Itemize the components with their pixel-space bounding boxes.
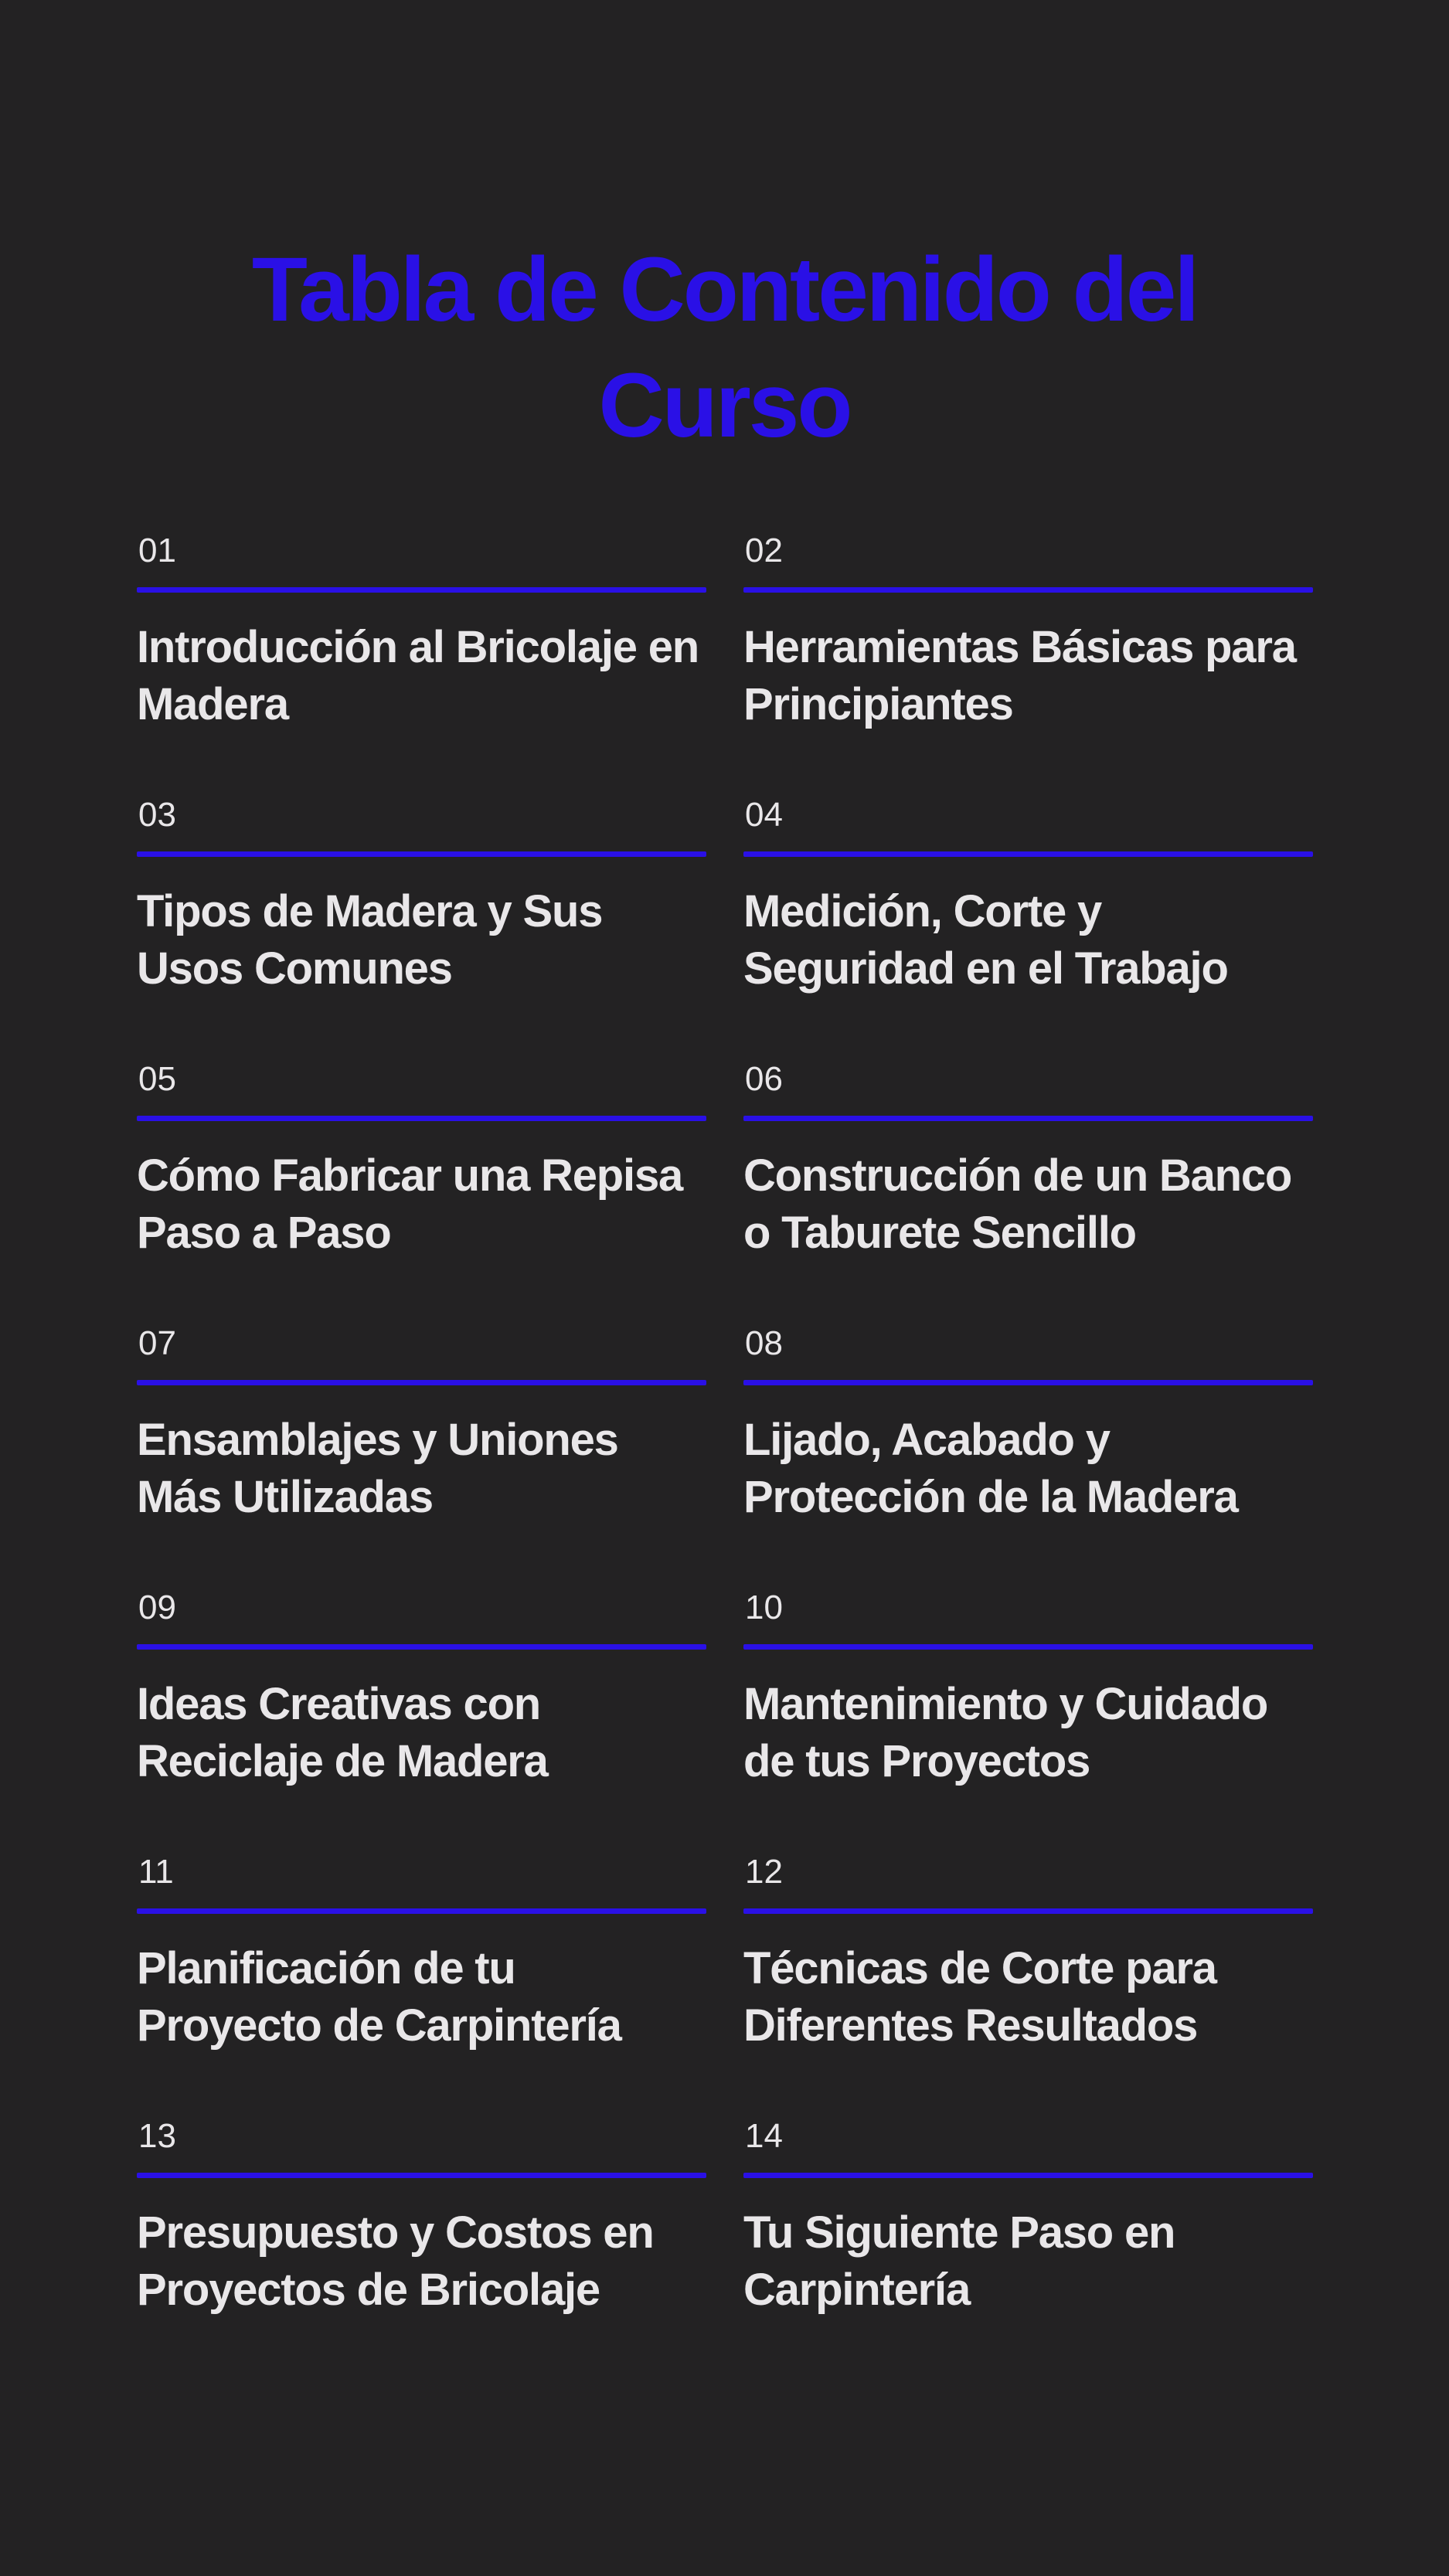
entry-title: Planificación de tu Proyecto de Carpintería: [137, 1943, 621, 2051]
entry-number: 06: [745, 1060, 783, 1098]
entry-title: Tu Siguiente Paso en Carpintería: [743, 2207, 1175, 2315]
entry-divider: [743, 1380, 1313, 1385]
entry-number: 02: [745, 532, 783, 569]
toc-entry: [743, 530, 1313, 794]
entry-number: 09: [138, 1589, 176, 1626]
entry-divider: [743, 1644, 1313, 1650]
page-title: Tabla de Contenido del Curso: [251, 239, 1198, 457]
entry-divider: [137, 1380, 706, 1385]
entry-title: Cómo Fabricar una Repisa Paso a Paso: [137, 1150, 683, 1258]
toc-entry: [137, 1059, 706, 1323]
entry-divider: [743, 1116, 1313, 1121]
entry-number: 03: [138, 796, 176, 834]
entry-divider: [137, 851, 706, 857]
entry-title: Tipos de Madera y Sus Usos Comunes: [137, 886, 603, 994]
entry-divider: [743, 851, 1313, 857]
entry-title: Técnicas de Corte para Diferentes Resultados: [743, 1943, 1216, 2051]
entry-title: Mantenimiento y Cuidado de tus Proyectos: [743, 1679, 1268, 1786]
entry-title: Construcción de un Banco o Taburete Sencillo: [743, 1150, 1292, 1258]
entry-title: Medición, Corte y Seguridad en el Trabajo: [743, 886, 1228, 994]
toc-entry: [137, 2116, 706, 2380]
entry-number: 14: [745, 2117, 783, 2155]
entry-divider: [743, 2173, 1313, 2178]
entry-number: 08: [745, 1324, 783, 1362]
entry-number: 07: [138, 1324, 176, 1362]
entry-divider: [743, 1908, 1313, 1914]
toc-entry: [137, 1851, 706, 2116]
toc-entry: [137, 1587, 706, 1851]
entry-title: Herramientas Básicas para Principiantes: [743, 622, 1296, 729]
toc-entry: [137, 530, 706, 794]
toc-entry: [743, 1059, 1313, 1323]
toc-grid: [137, 530, 1313, 2380]
entry-divider: [137, 1116, 706, 1121]
toc-entry: [743, 794, 1313, 1059]
entry-title: Lijado, Acabado y Protección de la Madera: [743, 1415, 1238, 1522]
entry-title: Ideas Creativas con Reciclaje de Madera: [137, 1679, 548, 1786]
entry-number: 12: [745, 1853, 783, 1891]
toc-entry: [743, 1851, 1313, 2116]
toc-entry: [743, 2116, 1313, 2380]
toc-entry: [743, 1323, 1313, 1587]
entry-divider: [743, 587, 1313, 593]
entry-title: Presupuesto y Costos en Proyectos de Bricolaje: [137, 2207, 654, 2315]
entry-title: Introducción al Bricolaje en Madera: [137, 622, 699, 729]
entry-divider: [137, 1908, 706, 1914]
entry-number: 01: [138, 532, 176, 569]
entry-number: 11: [138, 1853, 174, 1891]
entry-divider: [137, 2173, 706, 2178]
toc-entry: [743, 1587, 1313, 1851]
entry-number: 05: [138, 1060, 176, 1098]
toc-entry: [137, 794, 706, 1059]
entry-divider: [137, 587, 706, 593]
toc-entry: [137, 1323, 706, 1587]
entry-title: Ensamblajes y Uniones Más Utilizadas: [137, 1415, 618, 1522]
entry-number: 10: [745, 1589, 783, 1626]
entry-divider: [137, 1644, 706, 1650]
entry-number: 04: [745, 796, 783, 834]
entry-number: 13: [138, 2117, 176, 2155]
